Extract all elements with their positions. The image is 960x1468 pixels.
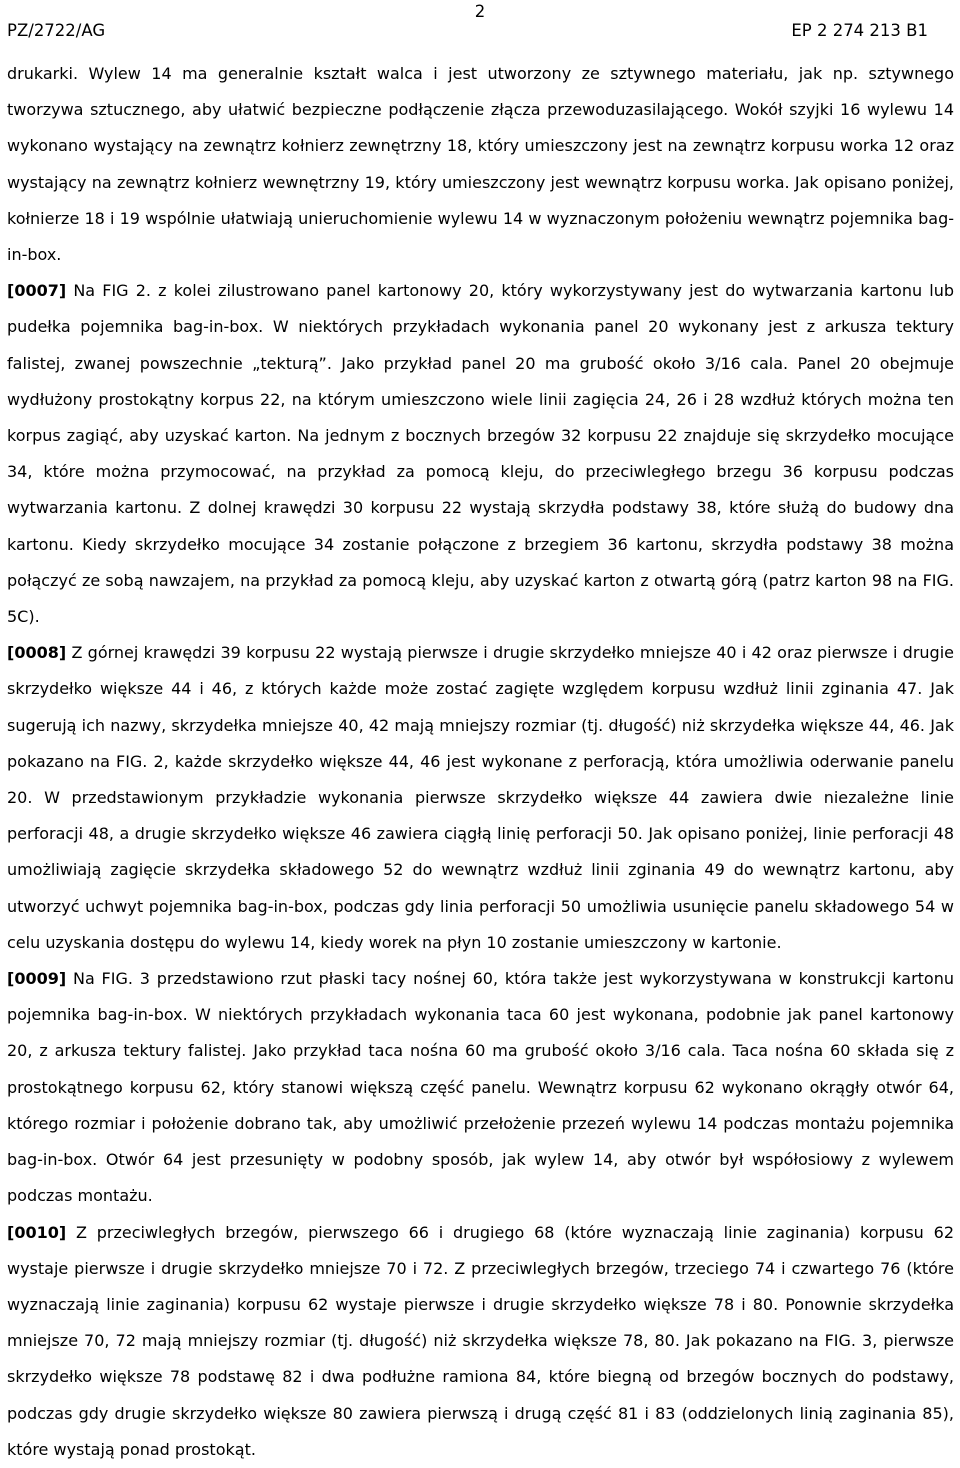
paragraph-text: Z górnej krawędzi 39 korpusu 22 wystają pierwsze i drugie skrzydełko mniejsze 40 i 42 oraz pierwsze i drugie skrzydełko większe 44 i 46, z których każde może zostać zagięte względem korpusu wzdłuż linii zginania 47. Jak sugerują ich nazwy, skrzydełka mniejsze 40, 42 mają mniejszy rozmiar (tj. długość) niż skrzydełka większe 44, 46. Jak pokazano na FIG. 2, każde skrzydełko większe 44, 46 jest wykonane z perforacją, która umożliwia oderwanie panelu 20. W przedstawionym przykładzie wykonania pierwsze skrzydełko większe 44 zawiera dwie niezależne linie perforacji 48, a drugie skrzydełko większe 46 zawiera ciągłą linię perforacji 50. Jak opisano poniżej, linie perforacji 48 umożliwiają zagięcie skrzydełka składowego 52 do wewnątrz wzdłuż linii zginania 49 do wewnątrz kartonu, aby utworzyć uchwyt pojemnika bag-in-box, podczas gdy linia perforacji 50 umożliwia usunięcie panelu składowego 54 w celu uzyskania dostępu do wylewu 14, kiedy worek na płyn 10 zostanie umieszczony w kartonie. bbox=[7, 643, 954, 952]
paragraph-text: Z przeciwległych brzegów, pierwszego 66 i drugiego 68 (które wyznaczają linie zaginania) korpusu 62 wystaje pierwsze i drugie skrzydełko mniejsze 70 i 72. Z przeciwległych brzegów, trzeciego 74 i czwartego 76 (które wyznaczają linie zaginania) korpusu 62 wystaje pierwsze i drugie skrzydełko większe 78 i 80. Ponownie skrzydełka mniejsze 70, 72 mają mniejszy rozmiar (tj. długość) niż skrzydełka większe 78, 80. Jak pokazano na FIG. 3, pierwsze skrzydełko większe 78 podstawę 82 i dwa podłużne ramiona 84, które biegną od brzegów bocznych do podstawy, podczas gdy drugie skrzydełko większe 80 zawiera pierwszą i drugą część 81 i 83 (oddzielonych linią zaginania 85), które wystają ponad prostokąt. bbox=[7, 1222, 954, 1459]
patent-number: EP 2 274 213 B1 bbox=[791, 21, 928, 40]
paragraph-0008 bbox=[7, 635, 954, 961]
paragraph-number: [0010] bbox=[7, 1222, 67, 1242]
page-header bbox=[0, 0, 960, 44]
paragraph-0009 bbox=[7, 961, 954, 1214]
paragraph-number: [0007] bbox=[7, 281, 67, 301]
paragraph-text: Na FIG. 3 przedstawiono rzut płaski tacy nośnej 60, która także jest wykorzystywana w konstrukcji kartonu pojemnika bag-in-box. W niektórych przykładach wykonania taca 60 jest wykonana, podobnie jak panel kartonowy 20, z arkusza tektury falistej. Jako przykład taca nośna 60 ma grubość około 3/16 cala. Taca nośna 60 składa się z prostokątnego korpusu 62, który stanowi większą część panelu. Wewnątrz korpusu 62 wykonano okrągły otwór 64, którego rozmiar i położenie dobrano tak, aby umożliwić przełożenie przezeń wylewu 14 podczas montażu pojemnika bag-in-box. Otwór 64 jest przesunięty w podobny sposób, jak wylew 14, aby otwór był współosiowy z wylewem podczas montażu. bbox=[7, 969, 954, 1206]
paragraph bbox=[7, 56, 954, 273]
paragraph-0007 bbox=[7, 273, 954, 635]
paragraph-0010 bbox=[7, 1215, 954, 1468]
document-id: PZ/2722/AG bbox=[7, 21, 106, 40]
paragraph-text: drukarki. Wylew 14 ma generalnie kształt walca i jest utworzony ze sztywnego materiału, jak np. sztywnego tworzywa sztucznego, aby ułatwić bezpieczne podłączenie złącza przewoduzasilającego. Wokół szyjki 16 wylewu 14 wykonano wystający na zewnątrz kołnierz zewnętrzny 18, który umieszczony jest na zewnątrz korpusu worka 12 oraz wystający na zewnątrz kołnierz wewnętrzny 19, który umieszczony jest wewnątrz korpusu worka. Jak opisano poniżej, kołnierze 18 i 19 wspólnie ułatwiają unieruchomienie wylewu 14 w wyznaczonym położeniu wewnątrz pojemnika bag-in-box. bbox=[7, 64, 954, 265]
paragraph-number: [0008] bbox=[7, 643, 67, 663]
document-body bbox=[7, 56, 954, 1468]
page-number: 2 bbox=[474, 2, 486, 21]
paragraph-number: [0009] bbox=[7, 969, 67, 989]
paragraph-text: Na FIG 2. z kolei zilustrowano panel kartonowy 20, który wykorzystywany jest do wytwarzania kartonu lub pudełka pojemnika bag-in-box. W niektórych przykładach wykonania panel 20 wykonany jest z arkusza tektury falistej, zwanej powszechnie „tekturą”. Jako przykład panel 20 ma grubość około 3/16 cala. Panel 20 obejmuje wydłużony prostokątny korpus 22, na którym umieszczono wiele linii zagięcia 24, 26 i 28 wzdłuż których można ten korpus zagiąć, aby uzyskać karton. Na jednym z bocznych brzegów 32 korpusu 22 znajduje się skrzydełko mocujące 34, które można przymocować, na przykład za pomocą kleju, do przeciwległego brzegu 36 korpusu podczas wytwarzania kartonu. Z dolnej krawędzi 30 korpusu 22 wystają skrzydła podstawy 38, które służą do budowy dna kartonu. Kiedy skrzydełko mocujące 34 zostanie połączone z brzegiem 36 kartonu, skrzydła podstawy 38 można połączyć ze sobą nawzajem, na przykład za pomocą kleju, aby uzyskać karton z otwartą górą (patrz karton 98 na FIG. 5C). bbox=[7, 281, 955, 627]
